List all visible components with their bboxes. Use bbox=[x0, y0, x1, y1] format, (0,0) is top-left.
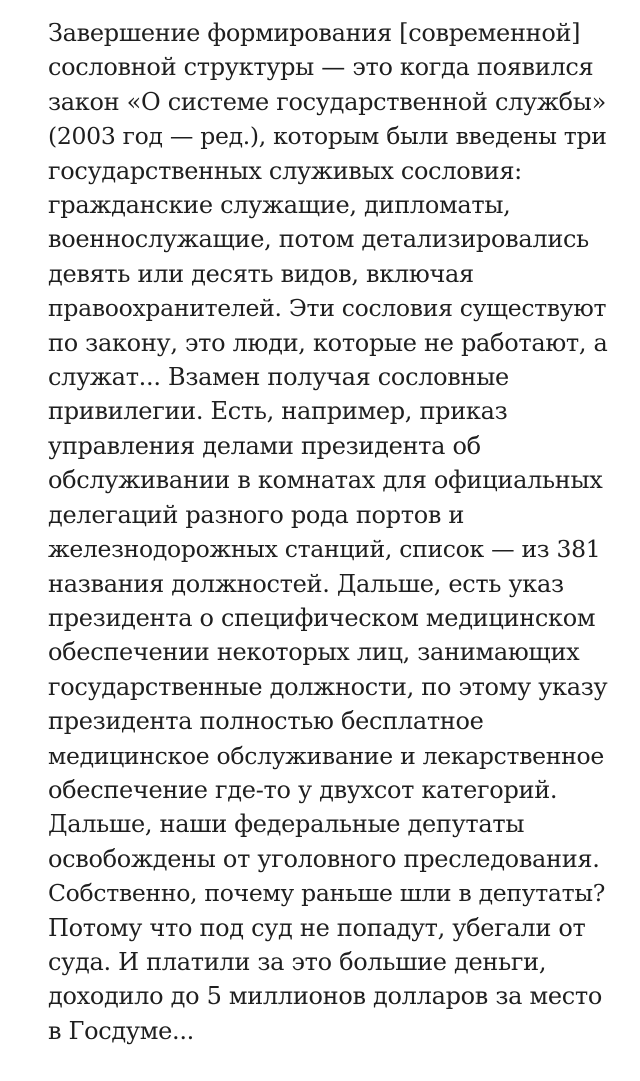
text-line: суда. И платили за это большие деньги, bbox=[48, 947, 547, 976]
text-line: военнослужащие, потом детализировались bbox=[48, 225, 589, 254]
text-line: Завершение формирования [современной] bbox=[48, 19, 581, 47]
text-line: Потому что под суд не попадут, убегали от bbox=[48, 913, 586, 942]
text-line: по закону, это люди, которые не работают, а bbox=[48, 328, 608, 357]
text-line: закон «О системе государственной службы» bbox=[48, 87, 606, 116]
text-line: освобождены от уголовного преследования. bbox=[48, 844, 600, 873]
text-line: государственных служивых сословия: bbox=[48, 156, 522, 185]
text-line: правоохранителей. Эти сословия существуют bbox=[48, 294, 607, 323]
text-line: названия должностей. Дальше, есть указ bbox=[48, 569, 564, 598]
text-line: обеспечении некоторых лиц, занимающих bbox=[48, 638, 580, 667]
text-line: президента о специфическом медицинском bbox=[48, 603, 596, 632]
text-line: обеспечение где-то у двухсот категорий. bbox=[48, 775, 558, 804]
text-line: девять или десять видов, включая bbox=[48, 259, 474, 288]
text-line: в Госдуме... bbox=[48, 1016, 194, 1045]
text-line: делегаций разного рода портов и bbox=[48, 500, 465, 529]
text-line: государственные должности, по этому указу bbox=[48, 672, 608, 701]
text-line: служат... Взамен получая сословные bbox=[48, 363, 509, 392]
text-line: сословной структуры — это когда появился bbox=[48, 53, 594, 82]
text-line: обслуживании в комнатах для официальных bbox=[48, 466, 603, 495]
text-line: Собственно, почему раньше шли в депутаты? bbox=[48, 879, 606, 908]
text-line: привилегии. Есть, например, приказ bbox=[48, 397, 508, 426]
text-line: гражданские служащие, дипломаты, bbox=[48, 191, 511, 220]
text-line: президента полностью бесплатное bbox=[48, 707, 484, 736]
article-text bbox=[48, 16, 608, 1048]
text-line: (2003 год — ред.), которым были введены три bbox=[48, 122, 607, 151]
text-line: Дальше, наши федеральные депутаты bbox=[48, 810, 525, 839]
text-line: железнодорожных станций, список — из 381 bbox=[48, 535, 601, 564]
text-line: доходило до 5 миллионов долларов за место bbox=[48, 982, 602, 1011]
text-line: медицинское обслуживание и лекарственное bbox=[48, 741, 604, 770]
text-line: управления делами президента об bbox=[48, 431, 481, 460]
